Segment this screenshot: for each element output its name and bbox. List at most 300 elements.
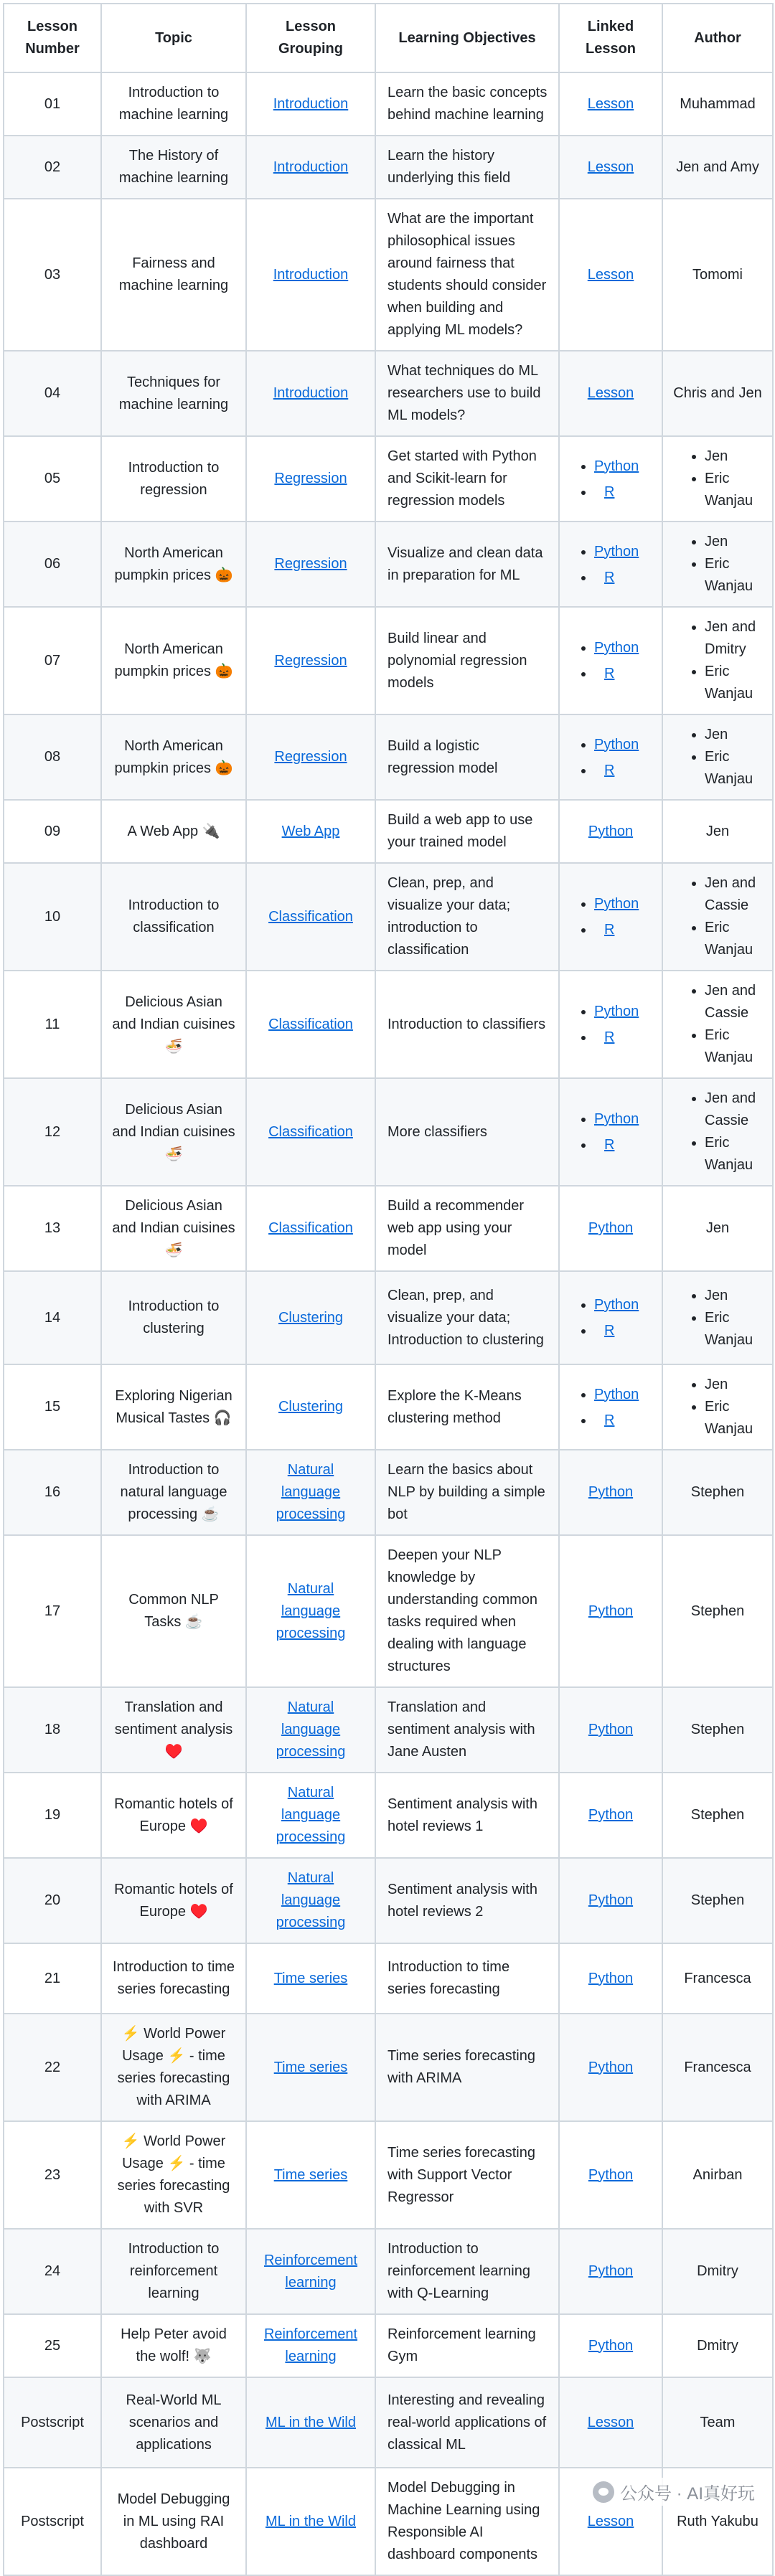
lesson-grouping-link[interactable]: Classification — [268, 908, 353, 925]
lesson-topic: ⚡️ World Power Usage ⚡️ - time series forecasting with SVR — [101, 2121, 246, 2229]
lesson-grouping-link[interactable]: ML in the Wild — [266, 2513, 356, 2529]
lesson-grouping-link[interactable]: Natural language processing — [276, 1785, 346, 1845]
author-cell — [662, 199, 773, 351]
lesson-grouping-link[interactable]: Regression — [274, 749, 347, 765]
lesson-grouping-link[interactable]: Introduction — [273, 385, 349, 401]
list-item — [594, 917, 652, 943]
lesson-grouping-link[interactable]: ML in the Wild — [266, 2414, 356, 2430]
learning-objective: Deepen your NLP knowledge by understanding common tasks required when dealing with language structures — [375, 1535, 559, 1687]
learning-objective: Learn the basics about NLP by building a simple bot — [375, 1450, 559, 1535]
author-cell — [662, 436, 773, 522]
author-name: • Eric Wanjau — [705, 1307, 762, 1351]
author-cell — [662, 1078, 773, 1186]
author-cell — [662, 2014, 773, 2121]
lesson-number: 24 — [4, 2229, 101, 2314]
lesson-grouping-link[interactable]: Classification — [268, 1220, 353, 1236]
linked-lesson-link[interactable]: Python — [594, 1004, 639, 1019]
lesson-number: 14 — [4, 1271, 101, 1364]
learning-objective: Introduction to reinforcement learning with Q-Learning — [375, 2229, 559, 2314]
list-item — [594, 732, 652, 758]
author-name: Stephen — [690, 1807, 745, 1823]
linked-lesson-link[interactable]: Python — [588, 1722, 634, 1737]
linked-lesson-link[interactable]: R — [604, 666, 615, 681]
lesson-topic: Fairness and machine learning — [101, 199, 246, 351]
author-name: Chris and Jen — [673, 385, 762, 401]
lessons-table-container — [3, 3, 772, 2576]
author-name: Stephen — [690, 1484, 745, 1500]
table-row — [4, 1186, 773, 1271]
lesson-number: 22 — [4, 2014, 101, 2121]
learning-objective: Translation and sentiment analysis with Jane Austen — [375, 1687, 559, 1773]
linked-lesson-link[interactable]: Python — [594, 736, 639, 752]
lesson-grouping-link[interactable]: Natural language processing — [276, 1699, 346, 1760]
author-cell — [662, 1450, 773, 1535]
lesson-grouping-cell — [246, 351, 375, 436]
linked-lesson-cell — [559, 2229, 662, 2314]
table-row — [4, 863, 773, 971]
lesson-grouping-cell — [246, 1450, 375, 1535]
author-name: Jen and Amy — [676, 159, 759, 175]
lesson-topic: Translation and sentiment analysis ♥️ — [101, 1687, 246, 1773]
lesson-grouping-link[interactable]: Regression — [274, 556, 347, 572]
linked-lesson-link[interactable]: R — [604, 922, 615, 938]
learning-objective: Explore the K-Means clustering method — [375, 1364, 559, 1450]
lesson-number: 15 — [4, 1364, 101, 1450]
author-list — [673, 724, 762, 791]
linked-lesson-cell — [559, 971, 662, 1078]
lesson-grouping-link[interactable]: Clustering — [278, 1399, 344, 1415]
lesson-topic: Introduction to time series forecasting — [101, 1943, 246, 2014]
lesson-number: 07 — [4, 607, 101, 714]
list-item — [594, 1106, 652, 1132]
table-row — [4, 1858, 773, 1943]
author-cell — [662, 1186, 773, 1271]
lesson-grouping-link[interactable]: Reinforcement learning — [263, 2326, 358, 2364]
linked-lesson-cell — [559, 351, 662, 436]
linked-lesson-link[interactable]: R — [604, 762, 615, 778]
table-row — [4, 351, 773, 436]
lesson-topic: A Web App 🔌 — [101, 800, 246, 863]
table-row — [4, 2314, 773, 2377]
list-item — [594, 1024, 652, 1050]
lesson-number: 01 — [4, 72, 101, 136]
linked-lesson-cell — [559, 2121, 662, 2229]
lesson-grouping-cell — [246, 2121, 375, 2229]
list-item — [594, 565, 652, 590]
learning-objective: Build a web app to use your trained model — [375, 800, 559, 863]
lesson-topic: Romantic hotels of Europe ♥️ — [101, 1773, 246, 1858]
lesson-number: 16 — [4, 1450, 101, 1535]
lesson-number: 03 — [4, 199, 101, 351]
lesson-topic: Introduction to regression — [101, 436, 246, 522]
table-body — [4, 72, 773, 2575]
table-row — [4, 607, 773, 714]
author-list — [673, 616, 762, 705]
lesson-grouping-cell — [246, 2229, 375, 2314]
lesson-grouping-link[interactable]: Reinforcement learning — [263, 2252, 358, 2290]
author-cell — [662, 2314, 773, 2377]
lesson-grouping-cell — [246, 72, 375, 136]
table-row — [4, 136, 773, 199]
lesson-number: 08 — [4, 714, 101, 800]
list-item — [594, 1132, 652, 1158]
author-name: Ruth Yakubu — [677, 2513, 758, 2529]
author-cell — [662, 1271, 773, 1364]
linked-lesson-link[interactable]: R — [604, 1137, 615, 1153]
linked-lesson-cell — [559, 1535, 662, 1687]
header-topic: Topic — [101, 4, 246, 72]
linked-lesson-link[interactable]: Python — [588, 1807, 634, 1823]
linked-lesson-link[interactable]: Python — [588, 1484, 634, 1500]
learning-objective: Reinforcement learning Gym — [375, 2314, 559, 2377]
lesson-topic: Model Debugging in ML using RAI dashboard — [101, 2468, 246, 2575]
lesson-grouping-cell — [246, 1186, 375, 1271]
lesson-topic: Delicious Asian and Indian cuisines 🍜 — [101, 1078, 246, 1186]
linked-lesson-link[interactable]: R — [604, 483, 615, 500]
linked-lesson-cell — [559, 72, 662, 136]
author-name: • Eric Wanjau — [705, 468, 762, 512]
linked-lesson-link[interactable]: Lesson — [587, 95, 634, 112]
lesson-number: 11 — [4, 971, 101, 1078]
lesson-topic: Introduction to reinforcement learning — [101, 2229, 246, 2314]
lesson-number: 10 — [4, 863, 101, 971]
list-item — [594, 1382, 652, 1407]
lesson-grouping-cell — [246, 2377, 375, 2468]
author-cell — [662, 863, 773, 971]
author-cell — [662, 522, 773, 607]
linked-lesson-list — [570, 891, 652, 943]
lesson-grouping-cell — [246, 1364, 375, 1450]
author-cell — [662, 607, 773, 714]
linked-lesson-link[interactable]: Python — [594, 543, 639, 560]
author-cell — [662, 136, 773, 199]
author-name: • Jen and Cassie — [705, 872, 762, 917]
linked-lesson-list — [570, 1106, 652, 1158]
lesson-grouping-cell — [246, 2468, 375, 2575]
author-name: • Jen — [705, 724, 762, 746]
table-row — [4, 2377, 773, 2468]
linked-lesson-list — [570, 539, 652, 590]
lesson-grouping-cell — [246, 607, 375, 714]
learning-objective: Visualize and clean data in preparation for ML — [375, 522, 559, 607]
lesson-number: 05 — [4, 436, 101, 522]
linked-lesson-link[interactable]: Python — [588, 2166, 634, 2183]
author-name: • Eric Wanjau — [705, 661, 762, 705]
linked-lesson-link[interactable]: Python — [588, 1892, 634, 1908]
linked-lesson-cell — [559, 2314, 662, 2377]
linked-lesson-link[interactable]: R — [604, 1029, 615, 1045]
lesson-topic: North American pumpkin prices 🎃 — [101, 522, 246, 607]
lesson-grouping-link[interactable]: Introduction — [273, 95, 349, 112]
lesson-grouping-cell — [246, 971, 375, 1078]
author-list — [673, 445, 762, 512]
linked-lesson-link[interactable]: R — [604, 569, 615, 585]
lesson-number: 12 — [4, 1078, 101, 1186]
lesson-grouping-link[interactable]: Classification — [268, 1123, 353, 1140]
linked-lesson-list — [570, 1292, 652, 1344]
author-cell — [662, 1535, 773, 1687]
table-row — [4, 522, 773, 607]
learning-objective: Introduction to time series forecasting — [375, 1943, 559, 2014]
linked-lesson-cell — [559, 1687, 662, 1773]
author-cell — [662, 2229, 773, 2314]
table-row — [4, 2229, 773, 2314]
learning-objective: Clean, prep, and visualize your data; introduction to classification — [375, 863, 559, 971]
lesson-number: 18 — [4, 1687, 101, 1773]
learning-objective: More classifiers — [375, 1078, 559, 1186]
author-cell — [662, 2121, 773, 2229]
lesson-grouping-cell — [246, 714, 375, 800]
author-cell — [662, 1943, 773, 2014]
linked-lesson-cell — [559, 2377, 662, 2468]
linked-lesson-cell — [559, 1858, 662, 1943]
linked-lesson-link[interactable]: Python — [594, 1297, 639, 1313]
header-learning-objectives: Learning Objectives — [375, 4, 559, 72]
learning-objective: Sentiment analysis with hotel reviews 2 — [375, 1858, 559, 1943]
linked-lesson-cell — [559, 199, 662, 351]
lesson-topic: Romantic hotels of Europe ♥️ — [101, 1858, 246, 1943]
list-item — [594, 999, 652, 1024]
author-name: • Eric Wanjau — [705, 553, 762, 598]
list-item — [594, 453, 652, 479]
lesson-number: 09 — [4, 800, 101, 863]
header-lesson-number: Lesson Number — [4, 4, 101, 72]
author-cell — [662, 1858, 773, 1943]
learning-objective: Learn the basic concepts behind machine learning — [375, 72, 559, 136]
lesson-grouping-cell — [246, 863, 375, 971]
lesson-grouping-cell — [246, 1535, 375, 1687]
author-name: • Jen — [705, 445, 762, 468]
linked-lesson-cell — [559, 714, 662, 800]
lesson-grouping-link[interactable]: Classification — [268, 1016, 353, 1032]
learning-objective: Get started with Python and Scikit-learn for regression models — [375, 436, 559, 522]
lesson-grouping-link[interactable]: Clustering — [278, 1309, 344, 1326]
lesson-grouping-link[interactable]: Time series — [273, 2059, 348, 2075]
author-cell — [662, 2377, 773, 2468]
lesson-number: Postscript — [4, 2468, 101, 2575]
lesson-number: 19 — [4, 1773, 101, 1858]
linked-lesson-link[interactable]: Lesson — [587, 2513, 634, 2529]
author-name: • Jen — [705, 1285, 762, 1307]
author-cell — [662, 1364, 773, 1450]
lesson-topic: Delicious Asian and Indian cuisines 🍜 — [101, 971, 246, 1078]
linked-lesson-cell — [559, 1078, 662, 1186]
lesson-grouping-link[interactable]: Introduction — [273, 159, 349, 175]
author-name: Francesca — [684, 1970, 751, 1986]
table-row — [4, 1271, 773, 1364]
lesson-grouping-link[interactable]: Natural language processing — [276, 1870, 346, 1930]
lesson-grouping-cell — [246, 1943, 375, 2014]
lesson-grouping-cell — [246, 2014, 375, 2121]
lesson-grouping-link[interactable]: Time series — [273, 1970, 348, 1986]
author-name: • Eric Wanjau — [705, 746, 762, 791]
author-name: Francesca — [684, 2059, 751, 2075]
learning-objective: What techniques do ML researchers use to build ML models? — [375, 351, 559, 436]
linked-lesson-link[interactable]: Python — [588, 823, 634, 839]
linked-lesson-link[interactable]: Python — [588, 2059, 634, 2075]
author-name: • Jen and Cassie — [705, 1088, 762, 1132]
author-name: Team — [700, 2414, 736, 2430]
lesson-topic: Techniques for machine learning — [101, 351, 246, 436]
linked-lesson-link[interactable]: Lesson — [587, 159, 634, 175]
author-list — [673, 872, 762, 961]
linked-lesson-link[interactable]: Python — [594, 1111, 639, 1127]
linked-lesson-link[interactable]: Lesson — [587, 2414, 634, 2430]
header-lesson-grouping: Lesson Grouping — [246, 4, 375, 72]
author-name: Tomomi — [692, 266, 743, 283]
wechat-icon — [593, 2481, 614, 2503]
lesson-grouping-link[interactable]: Time series — [273, 2166, 348, 2183]
list-item — [594, 635, 652, 661]
author-cell — [662, 971, 773, 1078]
lesson-topic: Help Peter avoid the wolf! 🐺 — [101, 2314, 246, 2377]
table-header-row — [4, 4, 773, 72]
author-name: • Eric Wanjau — [705, 1132, 762, 1176]
lesson-topic: The History of machine learning — [101, 136, 246, 199]
author-cell — [662, 800, 773, 863]
list-item — [594, 1407, 652, 1433]
lesson-number: 20 — [4, 1858, 101, 1943]
table-row — [4, 199, 773, 351]
lesson-grouping-cell — [246, 136, 375, 199]
lesson-topic: Common NLP Tasks ☕️ — [101, 1535, 246, 1687]
lesson-topic: Exploring Nigerian Musical Tastes 🎧 — [101, 1364, 246, 1450]
linked-lesson-link[interactable]: R — [604, 1412, 615, 1428]
linked-lesson-link[interactable]: Python — [588, 2263, 634, 2279]
lesson-topic: Delicious Asian and Indian cuisines 🍜 — [101, 1186, 246, 1271]
lesson-grouping-link[interactable]: Natural language processing — [276, 1462, 346, 1522]
author-name: • Eric Wanjau — [705, 917, 762, 961]
table-row — [4, 2014, 773, 2121]
table-row — [4, 1450, 773, 1535]
linked-lesson-list — [570, 453, 652, 505]
author-name: Jen — [705, 823, 730, 839]
lesson-grouping-cell — [246, 522, 375, 607]
author-name: Dmitry — [697, 2263, 738, 2279]
learning-objective: Clean, prep, and visualize your data; Introduction to clustering — [375, 1271, 559, 1364]
author-list — [673, 1285, 762, 1351]
author-name: • Jen — [705, 531, 762, 553]
linked-lesson-link[interactable]: Python — [588, 1220, 634, 1236]
table-row — [4, 1943, 773, 2014]
lesson-number: 25 — [4, 2314, 101, 2377]
lesson-grouping-link[interactable]: Natural language processing — [276, 1580, 346, 1641]
lesson-grouping-link[interactable]: Web App — [281, 823, 340, 839]
learning-objective: Build a recommender web app using your model — [375, 1186, 559, 1271]
lessons-table — [3, 3, 774, 2576]
header-author: Author — [662, 4, 773, 72]
linked-lesson-cell — [559, 607, 662, 714]
list-item — [594, 891, 652, 917]
lesson-topic: North American pumpkin prices 🎃 — [101, 714, 246, 800]
lesson-number: 17 — [4, 1535, 101, 1687]
lesson-topic: ⚡️ World Power Usage ⚡️ - time series forecasting with ARIMA — [101, 2014, 246, 2121]
linked-lesson-cell — [559, 1450, 662, 1535]
linked-lesson-cell — [559, 1943, 662, 2014]
linked-lesson-list — [570, 732, 652, 783]
table-row — [4, 971, 773, 1078]
table-row — [4, 2121, 773, 2229]
table-row — [4, 1773, 773, 1858]
linked-lesson-link[interactable]: Python — [588, 1603, 634, 1619]
linked-lesson-link[interactable]: Lesson — [587, 385, 634, 401]
linked-lesson-link[interactable]: Lesson — [587, 266, 634, 283]
linked-lesson-link[interactable]: Python — [594, 458, 639, 474]
learning-objective: Time series forecasting with Support Vector Regressor — [375, 2121, 559, 2229]
lesson-grouping-link[interactable]: Regression — [274, 471, 347, 486]
list-item — [594, 1318, 652, 1344]
list-item — [594, 1292, 652, 1318]
learning-objective: What are the important philosophical issues around fairness that students should consider when building and applying ML models? — [375, 199, 559, 351]
linked-lesson-link[interactable]: Python — [594, 1386, 639, 1402]
linked-lesson-link[interactable]: Python — [594, 896, 639, 912]
learning-objective: Time series forecasting with ARIMA — [375, 2014, 559, 2121]
author-name: Stephen — [690, 1892, 745, 1908]
table-row — [4, 1078, 773, 1186]
author-name: Stephen — [690, 1603, 745, 1619]
table-row — [4, 436, 773, 522]
author-cell — [662, 351, 773, 436]
author-name: • Eric Wanjau — [705, 1396, 762, 1440]
lesson-number: 04 — [4, 351, 101, 436]
author-name: • Jen and Dmitry — [705, 616, 762, 661]
table-row — [4, 714, 773, 800]
author-cell — [662, 1773, 773, 1858]
author-name: Anirban — [692, 2166, 743, 2183]
lesson-grouping-link[interactable]: Regression — [274, 652, 347, 669]
author-list — [673, 1374, 762, 1440]
lesson-grouping-link[interactable]: Introduction — [273, 266, 349, 283]
linked-lesson-link[interactable]: Python — [588, 1970, 634, 1986]
author-name: Dmitry — [697, 2337, 738, 2354]
lesson-grouping-cell — [246, 1078, 375, 1186]
lesson-number: 13 — [4, 1186, 101, 1271]
lesson-grouping-cell — [246, 1687, 375, 1773]
table-row — [4, 800, 773, 863]
author-cell — [662, 714, 773, 800]
lesson-grouping-cell — [246, 436, 375, 522]
author-name: Stephen — [690, 1722, 745, 1737]
linked-lesson-cell — [559, 1773, 662, 1858]
author-name: • Jen and Cassie — [705, 980, 762, 1024]
lesson-topic: Real-World ML scenarios and applications — [101, 2377, 246, 2468]
linked-lesson-link[interactable]: Python — [588, 2337, 634, 2354]
lesson-number: 21 — [4, 1943, 101, 2014]
linked-lesson-cell — [559, 1186, 662, 1271]
lesson-number: Postscript — [4, 2377, 101, 2468]
lesson-topic: Introduction to natural language processing ☕️ — [101, 1450, 246, 1535]
list-item — [594, 758, 652, 783]
linked-lesson-cell — [559, 800, 662, 863]
linked-lesson-list — [570, 635, 652, 687]
learning-objective: Introduction to classifiers — [375, 971, 559, 1078]
linked-lesson-link[interactable]: Python — [594, 640, 639, 656]
learning-objective: Build a logistic regression model — [375, 714, 559, 800]
linked-lesson-list — [570, 999, 652, 1050]
linked-lesson-cell — [559, 2014, 662, 2121]
lesson-topic: North American pumpkin prices 🎃 — [101, 607, 246, 714]
watermark — [588, 2478, 759, 2506]
linked-lesson-cell — [559, 522, 662, 607]
author-list — [673, 980, 762, 1069]
author-name: Jen — [705, 1220, 730, 1236]
lesson-number: 06 — [4, 522, 101, 607]
linked-lesson-cell — [559, 1364, 662, 1450]
linked-lesson-link[interactable]: R — [604, 1323, 615, 1339]
lesson-grouping-cell — [246, 199, 375, 351]
table-row — [4, 72, 773, 136]
lesson-grouping-cell — [246, 1271, 375, 1364]
